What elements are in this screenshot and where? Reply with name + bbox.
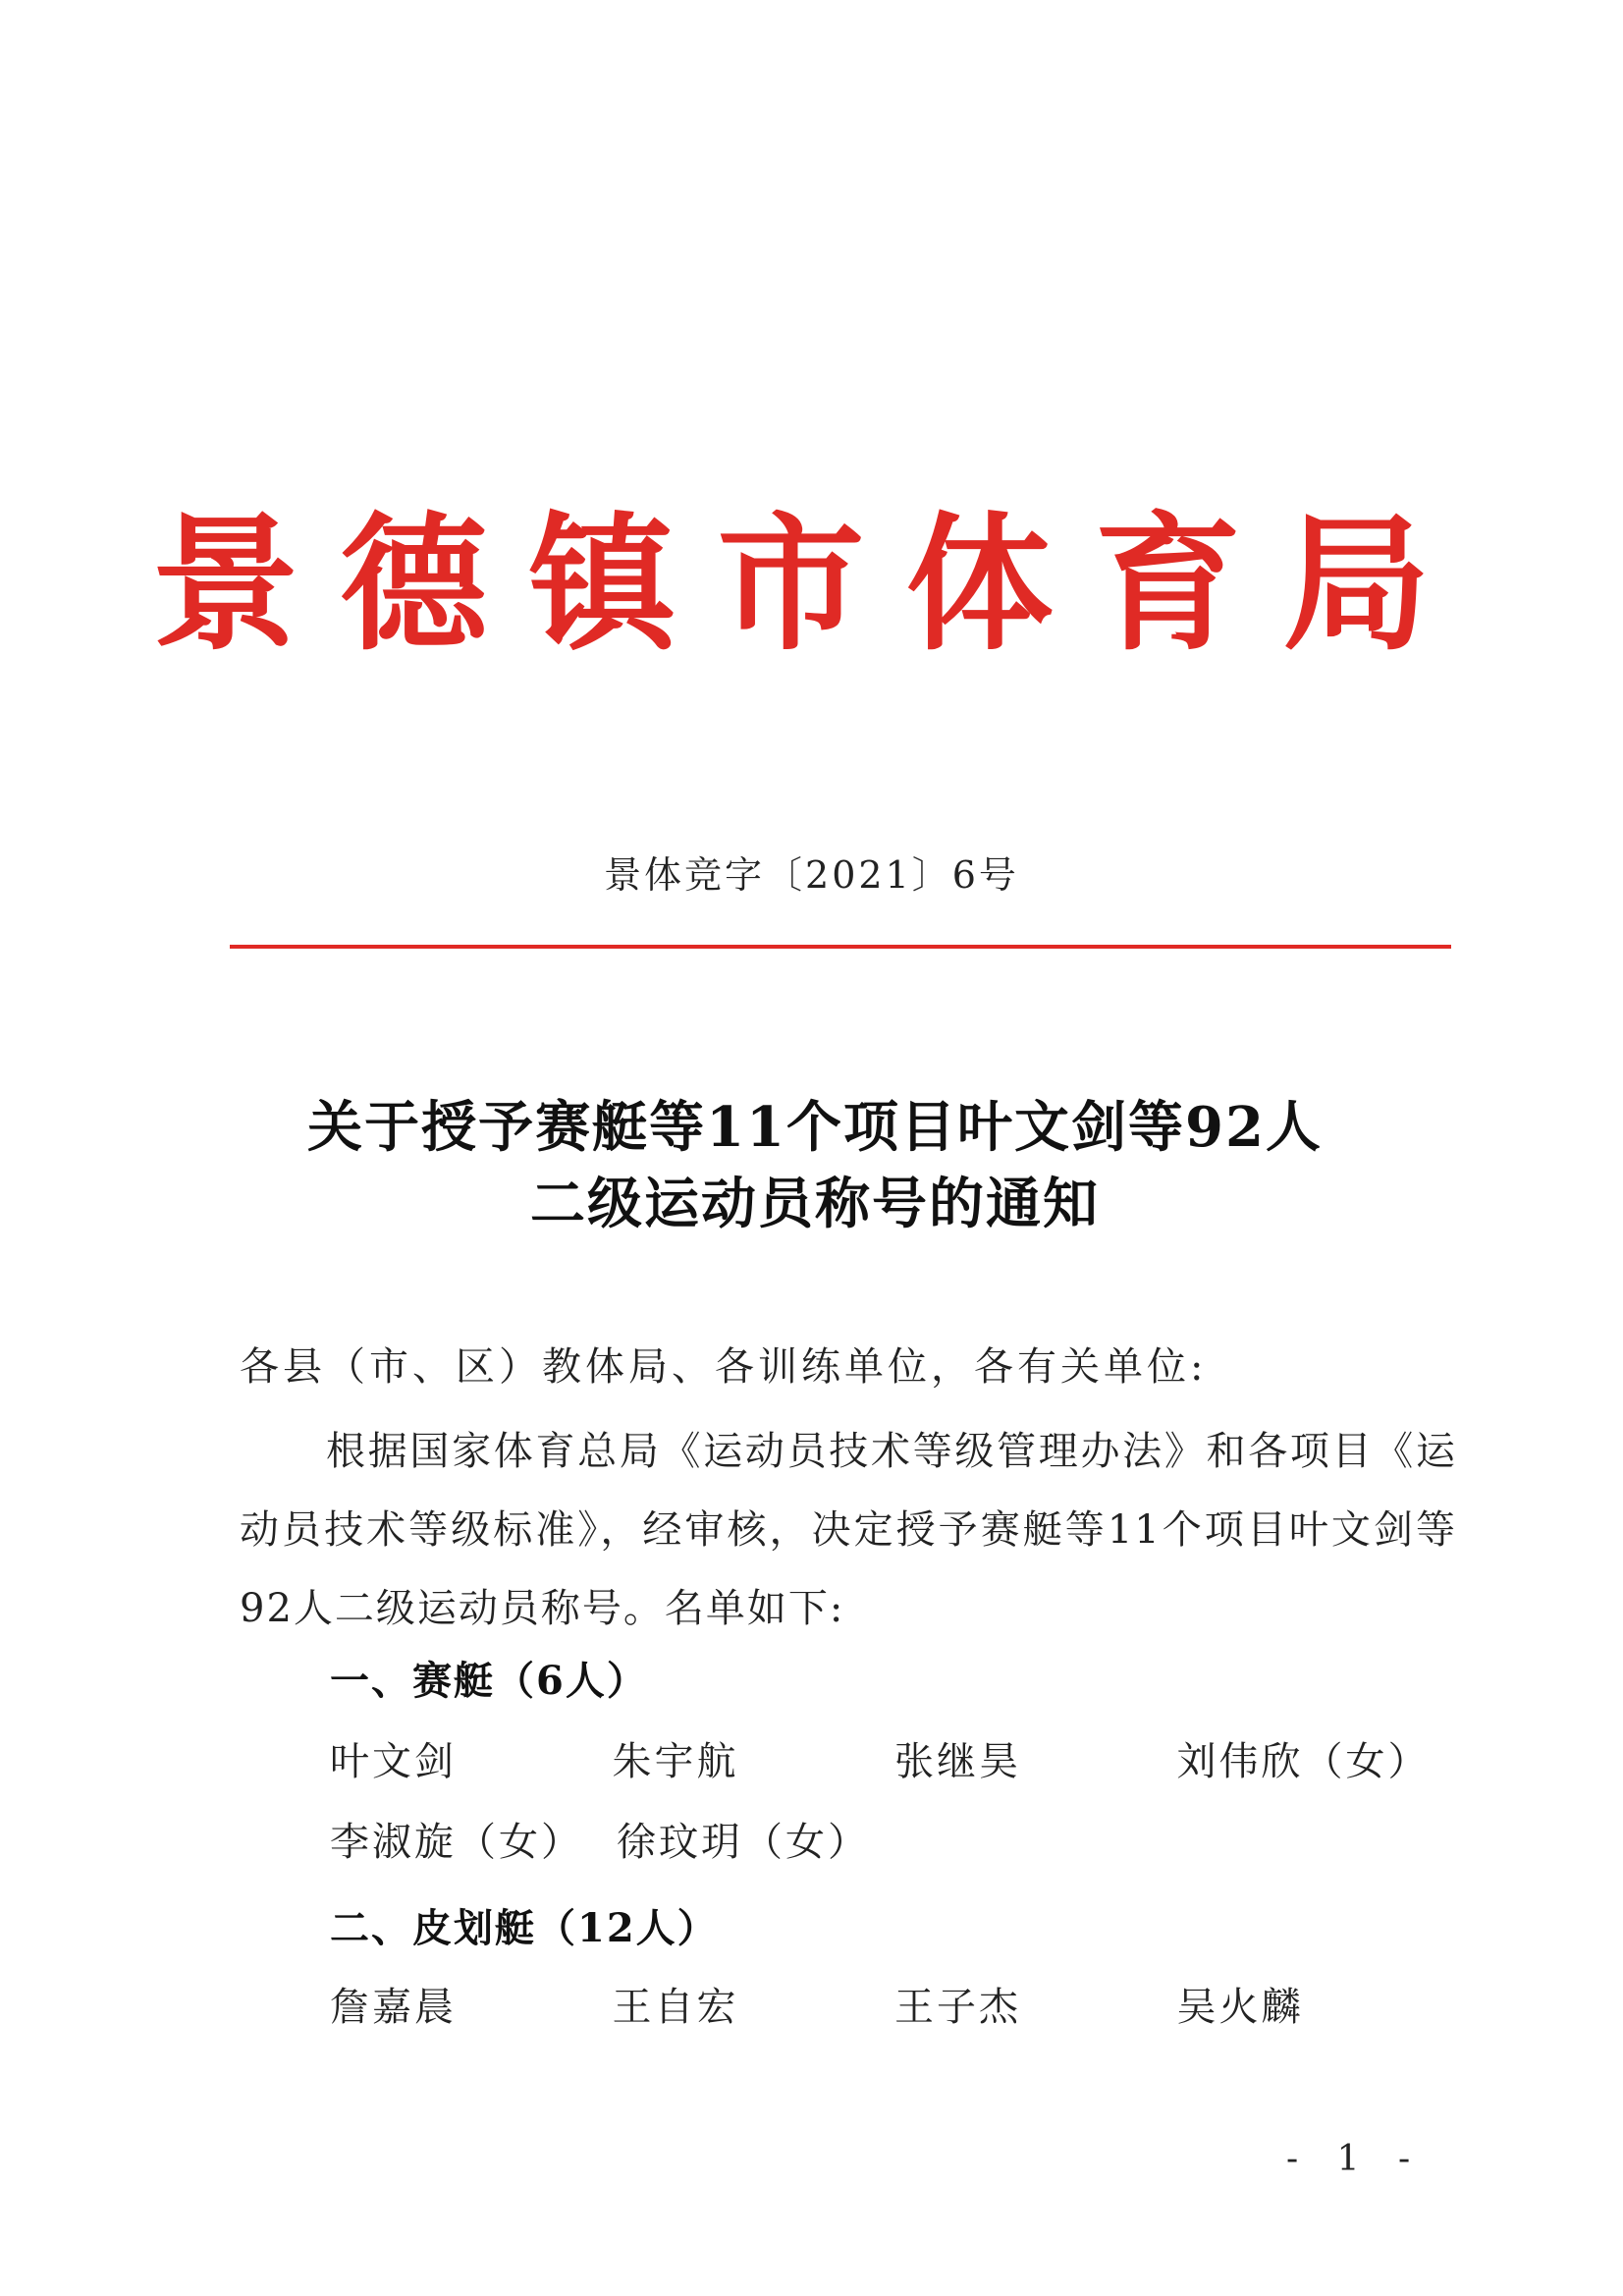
notice-title-line1: 关于授予赛艇等11个项目叶文剑等92人 — [307, 1095, 1323, 1160]
athlete-name: 李淑旋（女） — [330, 1820, 583, 1865]
names-row — [330, 1811, 1459, 1867]
athlete-name: 张继昊 — [894, 1739, 1021, 1784]
athlete-name: 徐玟玥（女） — [617, 1820, 870, 1865]
athlete-name: 吴火麟 — [1176, 1985, 1304, 2030]
names-row — [330, 1976, 1459, 2032]
agency-name: 景德镇市体育局 — [151, 498, 1472, 671]
athlete-name: 王自宏 — [612, 1985, 739, 2030]
athlete-name: 詹嘉晨 — [330, 1985, 457, 2030]
page-number: - 1 - — [1286, 2139, 1425, 2179]
section-heading-canoe: 二、皮划艇（12人） — [330, 1905, 719, 1951]
doc-number: 景体竞字〔2021〕6号 — [604, 853, 1019, 897]
athlete-name: 王子杰 — [894, 1985, 1021, 2030]
athlete-name: 刘伟欣（女） — [1176, 1739, 1431, 1784]
body-paragraph: 根据国家体育总局《运动员技术等级管理办法》和各项目《运动员技术等级标准》，经审核，决定授予赛艇等11个项目叶文剑等92人二级运动员称号。名单如下: — [240, 1429, 1457, 1631]
red-divider — [230, 945, 1451, 949]
salutation: 各县（市、区）教体局、各训练单位，各有关单位: — [240, 1344, 1208, 1390]
notice-title-line2: 二级运动员称号的通知 — [530, 1172, 1100, 1236]
athlete-name: 朱宇航 — [612, 1739, 739, 1784]
names-row — [330, 1730, 1459, 1786]
athlete-name: 叶文剑 — [330, 1739, 457, 1784]
section-heading-rowing: 一、赛艇（6人） — [330, 1658, 648, 1704]
